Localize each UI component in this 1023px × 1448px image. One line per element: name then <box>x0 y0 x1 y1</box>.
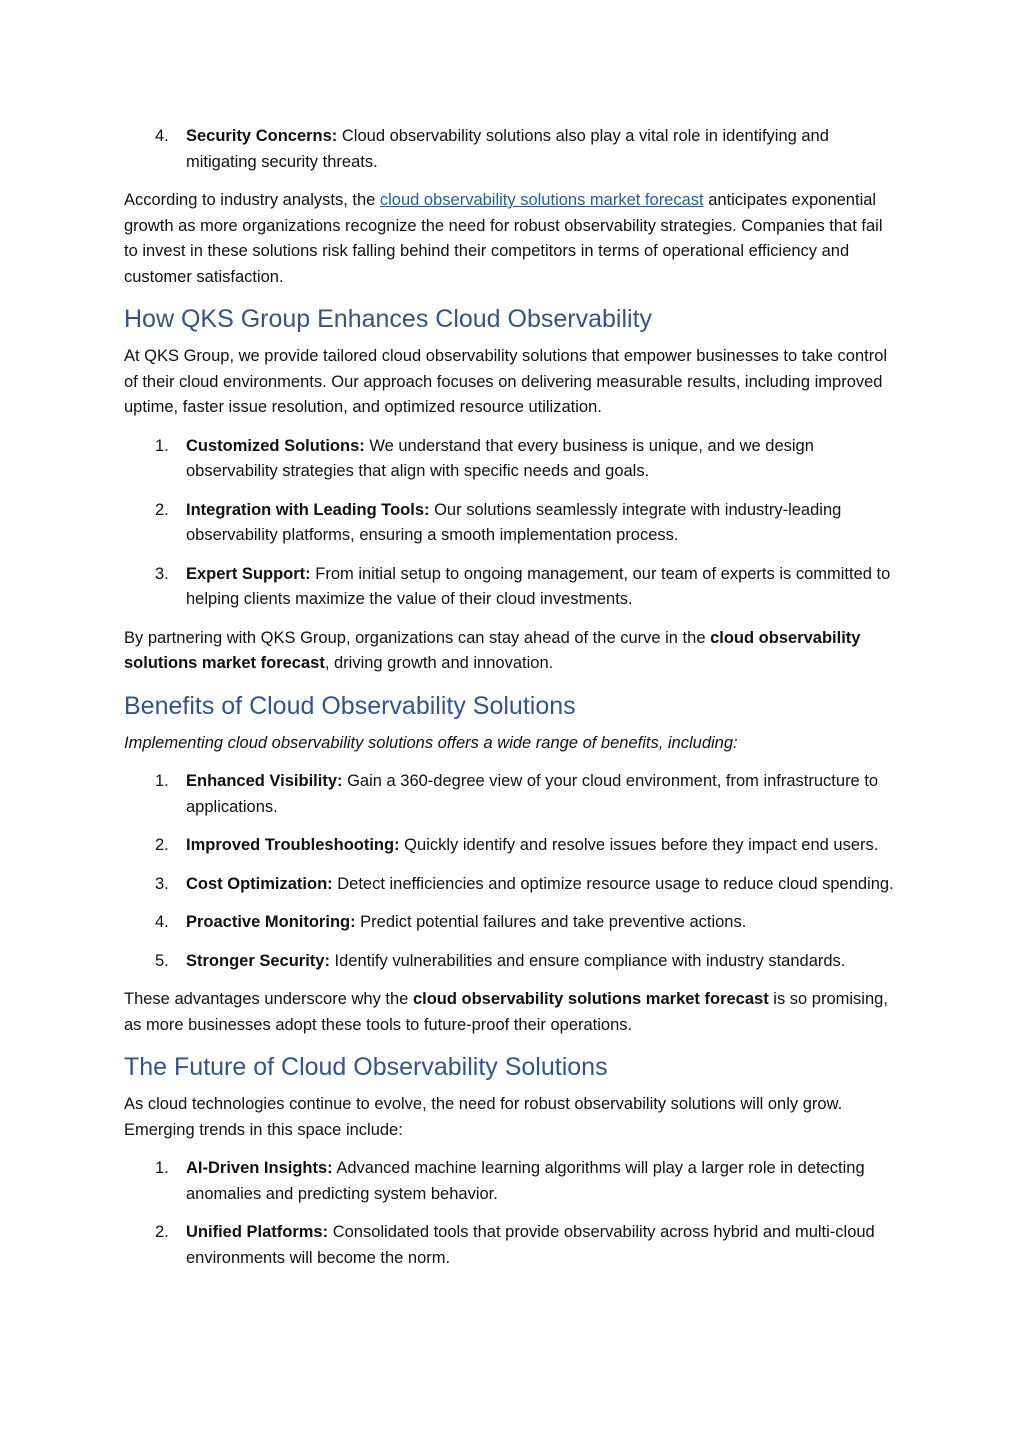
list-item <box>124 833 899 859</box>
list-item <box>124 910 899 936</box>
list-number: 3. <box>155 874 169 893</box>
list-term: Improved Troubleshooting: <box>186 836 400 854</box>
list-item <box>124 1156 899 1207</box>
list-text: Quickly identify and resolve issues before they impact end users. <box>399 836 879 854</box>
list-text: Gain a 360-degree view of your cloud environment, from infrastructure to applications. <box>186 772 879 816</box>
list-number: 1. <box>155 1159 169 1177</box>
future-list <box>124 1156 899 1271</box>
list-text: We understand that every business is unique, and we design observability strategies that align with specific needs and goals. <box>186 436 814 480</box>
section-heading-benefits: Benefits of Cloud Observability Solutions <box>124 691 576 720</box>
list-term: Stronger Security: <box>186 951 330 970</box>
list-term: Enhanced Visibility: <box>186 772 343 790</box>
bold-phrase: cloud observability solutions market forecast <box>124 628 861 672</box>
list-text: Consolidated tools that provide observability across hybrid and multi-cloud environments will become the norm. <box>186 1223 875 1267</box>
list-term: Proactive Monitoring: <box>186 913 356 931</box>
paragraph-text: is so promising, as more businesses adopt these tools to future-proof their operations. <box>124 990 888 1034</box>
list-term: AI-Driven Insights: <box>186 1159 333 1177</box>
section-intro: As cloud technologies continue to evolve, the need for robust observability solutions will only grow. Emerging trends in this space include: <box>124 1095 843 1139</box>
list-number: 5. <box>155 951 169 970</box>
list-number: 1. <box>155 436 169 455</box>
list-term: Unified Platforms: <box>186 1223 329 1241</box>
section-intro: At QKS Group, we provide tailored cloud observability solutions that empower businesses to take control of their cloud environments. Our approach focuses on delivering measurable results, including improved uptime, faster issue resolution, and optimized resource utilization. <box>124 347 888 416</box>
list-number: 2. <box>155 500 169 519</box>
list-item <box>124 498 899 549</box>
section-closing <box>124 987 899 1038</box>
list-text: Cloud observability solutions also play a vital role in identifying and mitigating security threats. <box>186 127 829 171</box>
section-heading-qks: How QKS Group Enhances Cloud Observability <box>124 305 653 333</box>
list-item <box>124 872 899 898</box>
list-text: From initial setup to ongoing management, our team of experts is committed to helping clients maximize the value of their cloud investments. <box>186 564 891 608</box>
section-closing <box>124 626 899 677</box>
list-item <box>124 562 899 613</box>
list-term: Integration with Leading Tools: <box>186 500 430 519</box>
list-term: Cost Optimization: <box>186 874 333 893</box>
list-item <box>124 769 899 820</box>
benefits-list <box>124 769 899 974</box>
section-intro: Implementing cloud observability solutions offers a wide range of benefits, including: <box>124 733 738 752</box>
list-term: Security Concerns: <box>186 127 338 145</box>
market-forecast-link[interactable]: cloud observability solutions market forecast <box>379 191 704 209</box>
list-number: 1. <box>155 772 169 790</box>
section-heading-future: The Future of Cloud Observability Solutions <box>124 1053 608 1081</box>
list-text: Advanced machine learning algorithms will play a larger role in detecting anomalies and predicting system behavior. <box>186 1159 865 1203</box>
security-list <box>124 124 899 175</box>
paragraph-text: , driving growth and innovation. <box>324 654 554 672</box>
paragraph-text: anticipates exponential growth as more organizations recognize the need for robust observability strategies. Companies that fail to invest in these solutions risk falling behind their competitors in terms of operational efficiency and customer satisfaction. <box>124 191 883 286</box>
paragraph-text: By partnering with QKS Group, organizations can stay ahead of the curve in the <box>124 628 711 647</box>
list-item <box>124 949 899 975</box>
bold-phrase: cloud observability solutions market forecast <box>412 990 769 1008</box>
list-number: 4. <box>155 913 169 931</box>
list-text: Detect inefficiencies and optimize resource usage to reduce cloud spending. <box>332 874 894 893</box>
list-text: Identify vulnerabilities and ensure compliance with industry standards. <box>329 951 846 970</box>
list-item <box>124 1220 899 1271</box>
list-number: 4. <box>155 127 169 145</box>
list-number: 3. <box>155 564 169 583</box>
list-item <box>124 124 899 175</box>
list-text: Our solutions seamlessly integrate with industry-leading observability platforms, ensuring a smooth implementation process. <box>186 500 842 544</box>
analysts-paragraph <box>124 188 899 290</box>
list-text: Predict potential failures and take preventive actions. <box>355 913 747 931</box>
paragraph-text: According to industry analysts, the <box>124 191 380 209</box>
paragraph-text: These advantages underscore why the <box>124 990 413 1008</box>
qks-list <box>124 434 899 613</box>
list-term: Customized Solutions: <box>186 436 365 455</box>
list-item <box>124 434 899 485</box>
list-term: Expert Support: <box>186 564 311 583</box>
list-number: 2. <box>155 1223 169 1241</box>
list-number: 2. <box>155 836 169 854</box>
